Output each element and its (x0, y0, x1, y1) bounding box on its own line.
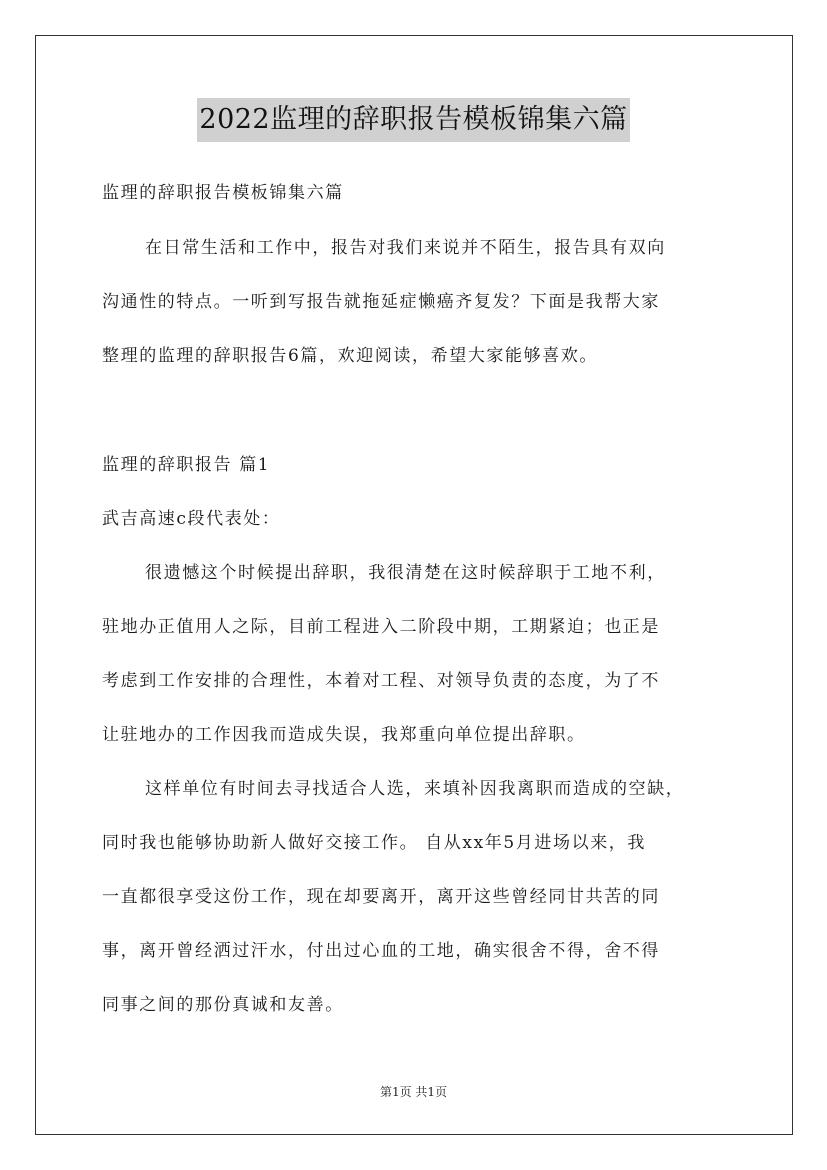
paragraph-line: 整理的监理的辞职报告6篇，欢迎阅读，希望大家能够喜欢。 (102, 346, 599, 366)
subtitle-line: 监理的辞职报告模板锦集六篇 (102, 183, 344, 203)
paragraph-line: 同时我也能够协助新人做好交接工作。 自从xx年5月进场以来，我 (102, 833, 646, 853)
salutation-line: 武吉高速c段代表处： (102, 509, 281, 529)
paragraph-line: 事，离开曾经洒过汗水，付出过心血的工地，确实很舍不得，舍不得 (102, 941, 660, 961)
section-heading: 监理的辞职报告 篇1 (102, 455, 271, 475)
document-title: 2022监理的辞职报告模板锦集六篇 (197, 98, 629, 142)
title-container (0, 98, 827, 142)
paragraph-line: 在日常生活和工作中，报告对我们来说并不陌生，报告具有双向 (145, 238, 666, 258)
paragraph-line: 让驻地办的工作因我而造成失误，我郑重向单位提出辞职。 (102, 725, 586, 745)
paragraph-line: 很遗憾这个时候提出辞职，我很清楚在这时候辞职于工地不利， (145, 563, 666, 583)
paragraph-line: 考虑到工作安排的合理性，本着对工程、对领导负责的态度，为了不 (102, 671, 660, 691)
paragraph-line: 驻地办正值用人之际，目前工程进入二阶段中期，工期紧迫；也正是 (102, 617, 660, 637)
paragraph-line: 沟通性的特点。一听到写报告就拖延症懒癌齐复发？下面是我帮大家 (102, 292, 660, 312)
paragraph-line: 一直都很享受这份工作，现在却要离开，离开这些曾经同甘共苦的同 (102, 887, 660, 907)
paragraph-line: 同事之间的那份真诚和友善。 (102, 995, 344, 1015)
page-footer: 第1页 共1页 (379, 1085, 448, 1099)
paragraph-line: 这样单位有时间去寻找适合人选，来填补因我离职而造成的空缺， (145, 779, 685, 799)
